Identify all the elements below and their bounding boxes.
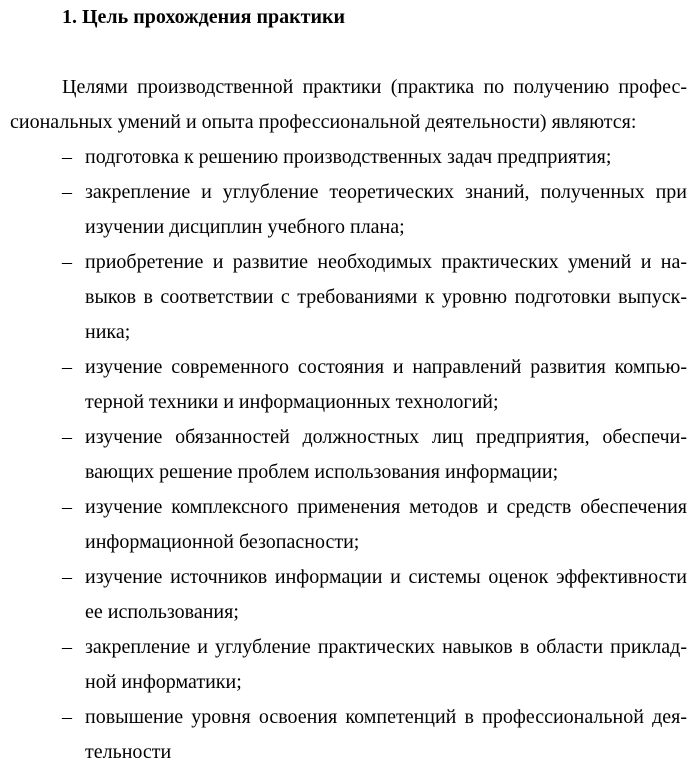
- goal-item: [10, 490, 687, 560]
- dash-list-marker: –: [62, 426, 72, 448]
- goal-line: изучение комплексного применения методов и средств обеспечения: [85, 496, 687, 518]
- goal-line: изучение источников информации и системы оценок эффективности: [85, 566, 687, 588]
- section-heading: 1. Цель прохождения практики: [62, 6, 346, 28]
- goal-line: закрепление и углубление практических навыков в области приклад-: [85, 636, 687, 658]
- goal-item: [10, 175, 687, 245]
- goal-line: ее использования;: [85, 601, 239, 623]
- goal-line: тельности: [85, 741, 172, 763]
- goal-line: ной информатики;: [85, 671, 242, 693]
- dash-list-marker: –: [62, 146, 72, 168]
- intro-paragraph: [10, 70, 687, 140]
- goal-line: ника;: [85, 321, 131, 343]
- goal-line: подготовка к решению производственных задач предприятия;: [85, 146, 612, 168]
- dash-list-marker: –: [62, 356, 72, 378]
- goal-line: вающих решение проблем использования информации;: [85, 461, 559, 483]
- goal-line: изучение обязанностей должностных лиц предприятия, обеспечи-: [85, 426, 687, 448]
- goal-line: повышение уровня освоения компетенций в профессиональной дея-: [85, 706, 687, 728]
- goal-line: закрепление и углубление теоретических знаний, полученных при: [85, 181, 687, 203]
- goal-item: [10, 245, 687, 350]
- intro-line: Целями производственной практики (практика по получению профес-: [62, 76, 687, 98]
- goals-list: [10, 140, 687, 770]
- goal-item: [10, 560, 687, 630]
- goal-item: [10, 700, 687, 770]
- dash-list-marker: –: [62, 181, 72, 203]
- goal-item: [10, 350, 687, 420]
- dash-list-marker: –: [62, 706, 72, 728]
- dash-list-marker: –: [62, 566, 72, 588]
- goal-line: выков в соответствии с требованиями к уровню подготовки выпуск-: [85, 286, 687, 308]
- dash-list-marker: –: [62, 636, 72, 658]
- spacer: [10, 35, 687, 70]
- dash-list-marker: –: [62, 496, 72, 518]
- goal-item: [10, 420, 687, 490]
- goal-line: информационной безопасности;: [85, 531, 360, 553]
- intro-line: сиональных умений и опыта профессиональной деятельности) являются:: [10, 111, 637, 133]
- goal-line: изучении дисциплин учебного плана;: [85, 216, 405, 238]
- goal-line: терной техники и информационных технологий;: [85, 391, 499, 413]
- goal-item: [10, 630, 687, 700]
- goal-line: приобретение и развитие необходимых практических умений и на-: [85, 251, 687, 273]
- goal-line: изучение современного состояния и направлений развития компью-: [85, 356, 687, 378]
- goal-item: [10, 140, 687, 175]
- dash-list-marker: –: [62, 251, 72, 273]
